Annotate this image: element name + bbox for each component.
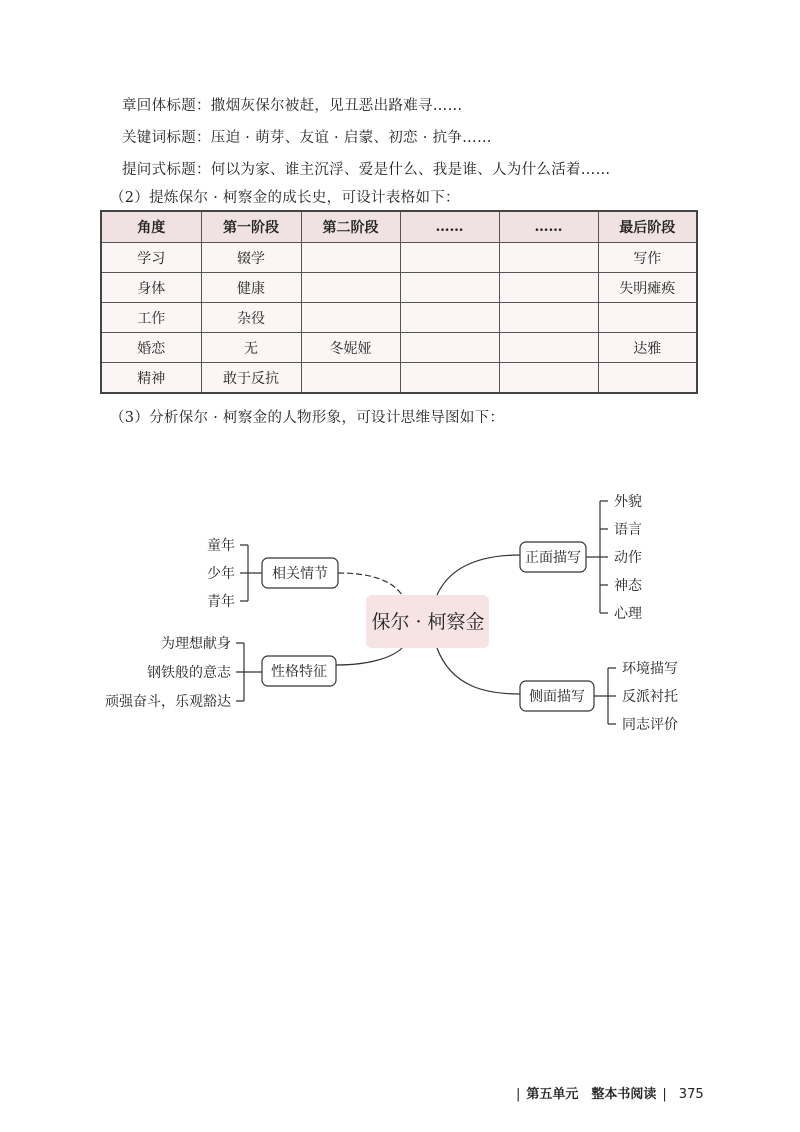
table-header-cell: 第二阶段 (301, 211, 400, 243)
table-cell: 敢于反抗 (201, 363, 301, 394)
intro-line-question-title: 提问式标题：何以为家、谁主沉浮、爱是什么、我是谁、人为什么活着…… (122, 162, 611, 178)
direct-item: 动作 (614, 550, 642, 566)
table-cell: 工作 (101, 303, 201, 333)
table-cell (499, 363, 598, 394)
trait-item: 钢铁般的意志 (147, 665, 231, 681)
page-number: 375 (678, 1087, 704, 1102)
intro-line-keyword-title: 关键词标题：压迫 · 萌芽、友谊 · 启蒙、初恋 · 抗争…… (122, 130, 492, 146)
bracket-indirect (594, 668, 616, 724)
bracket-plot (240, 545, 262, 601)
direct-item: 外貌 (614, 494, 642, 510)
center-label: 保尔 · 柯察金 (371, 611, 485, 633)
footer-unit-title: 第五单元 整本书阅读 (526, 1087, 657, 1102)
direct-item: 心理 (614, 606, 642, 622)
table-cell: 学习 (101, 243, 201, 273)
table-header-row (101, 211, 697, 243)
table-cell (400, 363, 499, 394)
section-2-heading: （2）提炼保尔 · 柯察金的成长史，可设计表格如下： (110, 190, 460, 206)
footer-divider: | (516, 1087, 521, 1102)
table-cell (301, 363, 400, 394)
table-cell (301, 273, 400, 303)
plot-item: 青年 (207, 594, 235, 610)
bracket-traits (236, 643, 262, 701)
indirect-item: 同志评价 (622, 717, 678, 733)
table-cell: 婚恋 (101, 333, 201, 363)
table-cell (499, 303, 598, 333)
table-cell (301, 243, 400, 273)
table-row (101, 243, 697, 273)
table-cell: 写作 (598, 243, 697, 273)
character-mind-map (0, 470, 800, 750)
table-cell: 健康 (201, 273, 301, 303)
trait-item: 顽强奋斗，乐观豁达 (105, 694, 231, 710)
table-cell (598, 303, 697, 333)
table-header-cell: …… (400, 211, 499, 243)
table-cell (499, 273, 598, 303)
connector-center-to-direct (437, 555, 520, 595)
table-cell (499, 333, 598, 363)
trait-item: 为理想献身 (161, 636, 231, 652)
connector-center-to-traits (336, 648, 402, 665)
plot-item: 少年 (207, 566, 235, 582)
growth-stage-table (100, 210, 698, 394)
connector-center-to-indirect (437, 648, 520, 694)
table-cell: 杂役 (201, 303, 301, 333)
section-3-heading: （3）分析保尔 · 柯察金的人物形象，可设计思维导图如下： (110, 410, 505, 426)
table-cell (400, 303, 499, 333)
table-cell (400, 333, 499, 363)
table-cell: 失明瘫痪 (598, 273, 697, 303)
table-header-cell: 第一阶段 (201, 211, 301, 243)
connector-center-to-plot (338, 573, 402, 595)
page-footer (510, 1083, 704, 1102)
table-cell: 无 (201, 333, 301, 363)
table-header-cell: …… (499, 211, 598, 243)
table-cell: 身体 (101, 273, 201, 303)
table-row (101, 333, 697, 363)
table-cell: 冬妮娅 (301, 333, 400, 363)
table-header-cell: 最后阶段 (598, 211, 697, 243)
table-row (101, 273, 697, 303)
node-plot-label: 相关情节 (272, 566, 328, 582)
table-cell: 辍学 (201, 243, 301, 273)
node-traits-label: 性格特征 (271, 664, 327, 680)
table-cell: 精神 (101, 363, 201, 394)
table-cell: 达雅 (598, 333, 697, 363)
indirect-item: 环境描写 (622, 661, 678, 677)
table-row (101, 303, 697, 333)
bracket-direct (586, 501, 608, 613)
node-indirect-label: 侧面描写 (529, 689, 585, 705)
node-direct-label: 正面描写 (525, 550, 581, 566)
plot-item: 童年 (207, 538, 235, 554)
table-cell (499, 243, 598, 273)
intro-line-chapter-title: 章回体标题：撒烟灰保尔被赶，见丑恶出路难寻…… (122, 98, 463, 114)
footer-divider: | (662, 1087, 667, 1102)
table-cell (598, 363, 697, 394)
table-cell (301, 303, 400, 333)
direct-item: 语言 (614, 522, 642, 538)
table-cell (400, 273, 499, 303)
indirect-item: 反派衬托 (622, 689, 678, 705)
table-row (101, 363, 697, 394)
table-cell (400, 243, 499, 273)
table-header-cell: 角度 (101, 211, 201, 243)
direct-item: 神态 (614, 578, 642, 594)
